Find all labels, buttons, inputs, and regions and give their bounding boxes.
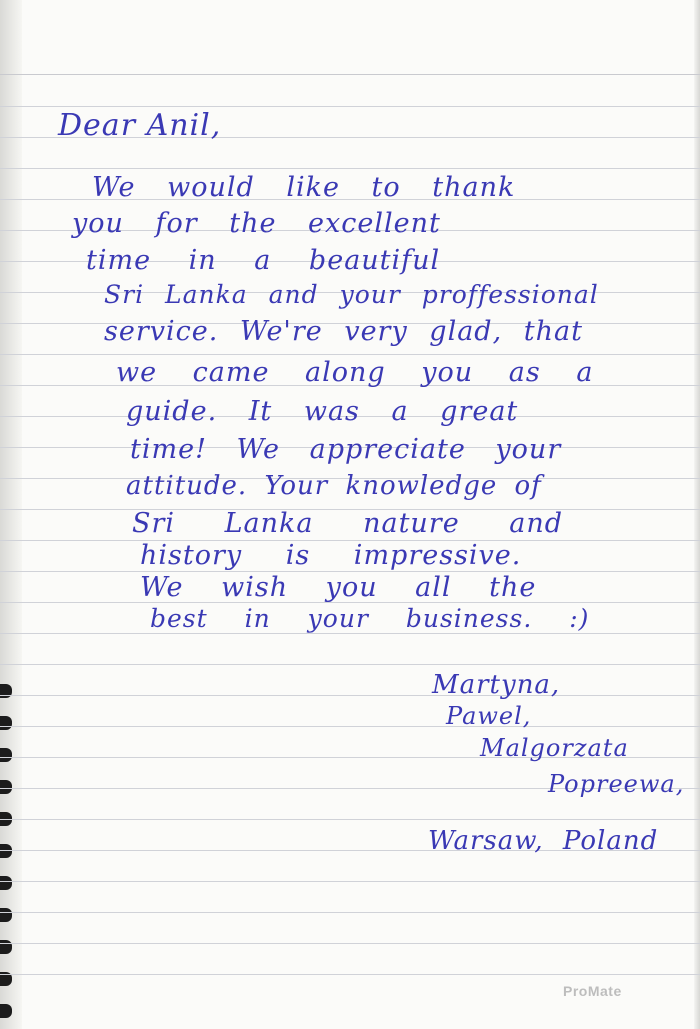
letter-line: guide. It was a great bbox=[126, 396, 519, 427]
ruled-line bbox=[0, 168, 700, 169]
signature-name: Martyna, bbox=[432, 670, 561, 700]
ruled-line bbox=[0, 354, 700, 355]
letter-salutation: Dear Anil, bbox=[58, 108, 222, 143]
letter-line: attitude. Your knowledge of bbox=[126, 471, 542, 501]
ruled-line bbox=[0, 943, 700, 944]
ruled-line bbox=[0, 881, 700, 882]
signature-name: Popreewa, bbox=[548, 770, 685, 798]
letter-line: We wish you all the bbox=[140, 572, 537, 603]
ruled-line bbox=[0, 106, 700, 107]
ruled-line bbox=[0, 974, 700, 975]
signature-name: Pawel, bbox=[446, 702, 532, 730]
letter-line: Sri Lanka nature and bbox=[132, 508, 564, 539]
letter-line: history is impressive. bbox=[140, 540, 522, 571]
binding-ring bbox=[0, 908, 12, 922]
binding-ring bbox=[0, 748, 12, 762]
signature-name: Malgorzata bbox=[480, 734, 629, 762]
ruled-line bbox=[0, 695, 700, 696]
letter-line: you for the excellent bbox=[72, 208, 441, 239]
binding-ring bbox=[0, 780, 12, 794]
letter-line: time! We appreciate your bbox=[130, 434, 562, 465]
letter-line: service. We're very glad, that bbox=[104, 316, 583, 347]
ruled-line bbox=[0, 664, 700, 665]
signature-location: Warsaw, Poland bbox=[428, 826, 659, 856]
page-edge bbox=[694, 0, 700, 1029]
binding-ring bbox=[0, 1004, 12, 1018]
spiral-binding bbox=[0, 0, 22, 1029]
letter-line: we came along you as a bbox=[116, 357, 594, 388]
notebook-brand-logo: ProMate bbox=[563, 983, 622, 999]
ruled-line bbox=[0, 633, 700, 634]
letter-line: time in a beautiful bbox=[86, 245, 441, 276]
binding-ring bbox=[0, 844, 12, 858]
ruled-line bbox=[0, 912, 700, 913]
binding-ring bbox=[0, 876, 12, 890]
letter-line: We would like to thank bbox=[92, 172, 516, 203]
letter-line: best in your business. :) bbox=[150, 604, 590, 633]
letter-line: Sri Lanka and your proffessional bbox=[104, 280, 599, 309]
header-rule bbox=[0, 74, 700, 75]
ruled-line bbox=[0, 726, 700, 727]
ruled-line bbox=[0, 819, 700, 820]
binding-ring bbox=[0, 716, 12, 730]
